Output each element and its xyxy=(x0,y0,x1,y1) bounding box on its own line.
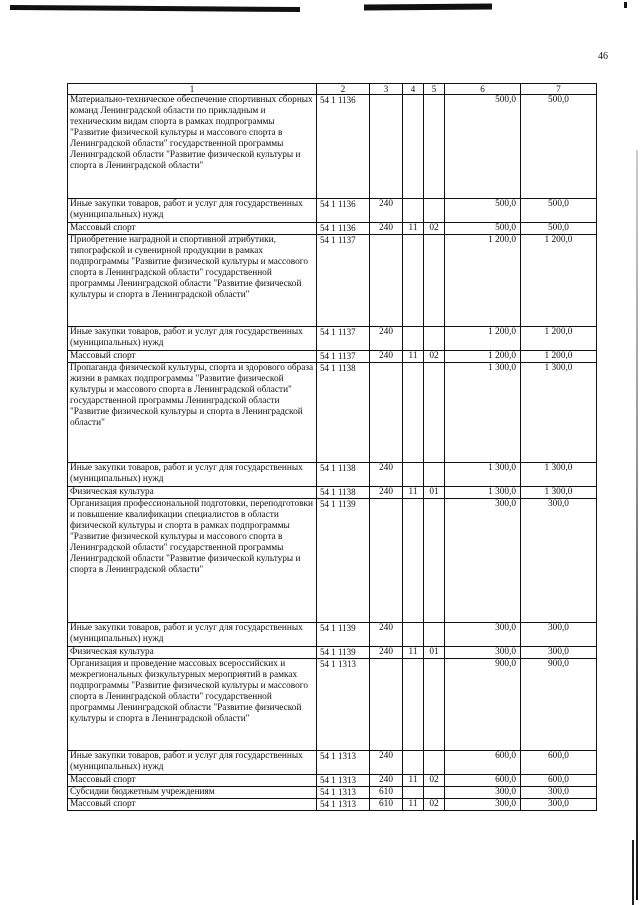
table-row xyxy=(68,327,597,351)
table-row xyxy=(68,351,597,363)
row-sum-cell: 500,0 xyxy=(521,95,597,199)
row-name-cell: Иные закупки товаров, работ и услуг для государственных (муниципальных) нужд xyxy=(68,623,317,647)
row-subsection-cell xyxy=(424,751,445,775)
row-name-cell: Субсидии бюджетным учреждениям xyxy=(68,787,317,799)
row-section-cell: 11 xyxy=(403,647,424,659)
row-code-cell: 54 1 1136 xyxy=(317,199,370,223)
scan-artifact-top xyxy=(0,0,640,24)
row-sum-cell: 1 300,0 xyxy=(445,463,521,487)
row-section-cell: 11 xyxy=(403,223,424,235)
row-name-cell: Массовый спорт xyxy=(68,775,317,787)
row-sum-cell: 300,0 xyxy=(445,799,521,811)
budget-table xyxy=(67,83,597,811)
row-code-cell: 54 1 1313 xyxy=(317,659,370,751)
row-sum-cell: 600,0 xyxy=(521,775,597,787)
row-section-cell: 11 xyxy=(403,487,424,499)
table-row xyxy=(68,775,597,787)
row-code-cell: 54 1 1138 xyxy=(317,463,370,487)
row-sum-cell: 900,0 xyxy=(445,659,521,751)
row-sum-cell: 300,0 xyxy=(445,647,521,659)
row-sum-cell: 1 200,0 xyxy=(521,351,597,363)
row-type-cell: 240 xyxy=(370,351,403,363)
row-sum-cell: 300,0 xyxy=(521,787,597,799)
row-subsection-cell: 02 xyxy=(424,775,445,787)
row-section-cell xyxy=(403,327,424,351)
table-row xyxy=(68,647,597,659)
table-row xyxy=(68,799,597,811)
row-subsection-cell: 01 xyxy=(424,487,445,499)
header-cell: 3 xyxy=(370,84,403,95)
row-name-cell: Организация и проведение массовых всероссийских и межрегиональных физкультурных мероприятий в рамках подпрограммы "Развитие физической культуры и массового спорта в Ленинградской области" государственной программы Ленинградской области "Развитие физической культуры и спорта в Ленинградской области" xyxy=(68,659,317,751)
row-code-cell: 54 1 1137 xyxy=(317,351,370,363)
table-row xyxy=(68,787,597,799)
scan-bar xyxy=(364,3,492,10)
row-section-cell xyxy=(403,751,424,775)
row-sum-cell: 500,0 xyxy=(445,95,521,199)
row-name-cell: Иные закупки товаров, работ и услуг для государственных (муниципальных) нужд xyxy=(68,751,317,775)
table-row xyxy=(68,235,597,327)
row-type-cell: 610 xyxy=(370,799,403,811)
table-header-row xyxy=(68,84,597,95)
row-name-cell: Иные закупки товаров, работ и услуг для государственных (муниципальных) нужд xyxy=(68,199,317,223)
row-code-cell: 54 1 1137 xyxy=(317,235,370,327)
row-type-cell: 240 xyxy=(370,199,403,223)
table-row xyxy=(68,363,597,463)
row-name-cell: Физическая культура xyxy=(68,487,317,499)
header-cell: 1 xyxy=(68,84,317,95)
row-name-cell: Иные закупки товаров, работ и услуг для государственных (муниципальных) нужд xyxy=(68,327,317,351)
row-sum-cell: 1 300,0 xyxy=(445,363,521,463)
row-code-cell: 54 1 1313 xyxy=(317,775,370,787)
row-subsection-cell xyxy=(424,235,445,327)
row-type-cell xyxy=(370,95,403,199)
header-cell: 4 xyxy=(403,84,424,95)
row-subsection-cell xyxy=(424,787,445,799)
row-name-cell: Организация профессиональной подготовки, переподготовки и повышение квалификации специалистов в области физической культуры и спорта в рамках подпрограммы "Развитие физической культуры и массового спорта в Ленинградской области" государственной программы Ленинградской области "Развитие физической культуры и спорта в Ленинградской области" xyxy=(68,499,317,623)
table-row xyxy=(68,623,597,647)
row-subsection-cell: 02 xyxy=(424,799,445,811)
row-type-cell xyxy=(370,659,403,751)
header-cell: 6 xyxy=(445,84,521,95)
table-row xyxy=(68,487,597,499)
header-cell: 7 xyxy=(521,84,597,95)
row-sum-cell: 300,0 xyxy=(521,623,597,647)
row-sum-cell: 1 200,0 xyxy=(445,351,521,363)
row-section-cell xyxy=(403,499,424,623)
table-row xyxy=(68,659,597,751)
row-type-cell: 240 xyxy=(370,751,403,775)
row-subsection-cell xyxy=(424,199,445,223)
table-row xyxy=(68,463,597,487)
row-sum-cell: 500,0 xyxy=(521,199,597,223)
row-sum-cell: 300,0 xyxy=(445,623,521,647)
page-number: 46 xyxy=(598,51,608,62)
row-type-cell xyxy=(370,235,403,327)
row-code-cell: 54 1 1313 xyxy=(317,751,370,775)
row-type-cell xyxy=(370,499,403,623)
header-cell: 5 xyxy=(424,84,445,95)
row-sum-cell: 300,0 xyxy=(445,499,521,623)
row-code-cell: 54 1 1138 xyxy=(317,363,370,463)
row-code-cell: 54 1 1137 xyxy=(317,327,370,351)
row-name-cell: Массовый спорт xyxy=(68,223,317,235)
row-sum-cell: 300,0 xyxy=(521,499,597,623)
scan-bar xyxy=(10,5,300,12)
row-subsection-cell: 01 xyxy=(424,647,445,659)
row-sum-cell: 1 200,0 xyxy=(445,327,521,351)
row-name-cell: Массовый спорт xyxy=(68,351,317,363)
table-row xyxy=(68,95,597,199)
scan-bar xyxy=(624,2,627,8)
row-name-cell: Приобретение наградной и спортивной атрибутики, типографской и сувенирной продукции в рамках подпрограммы "Развитие физической культуры и массового спорта в Ленинградской области" государственной программы Ленинградской области "Развитие физической культуры и спорта в Ленинградской области" xyxy=(68,235,317,327)
row-section-cell xyxy=(403,95,424,199)
row-sum-cell: 1 200,0 xyxy=(445,235,521,327)
row-code-cell: 54 1 1138 xyxy=(317,487,370,499)
row-subsection-cell xyxy=(424,95,445,199)
row-name-cell: Массовый спорт xyxy=(68,799,317,811)
row-code-cell: 54 1 1313 xyxy=(317,787,370,799)
row-name-cell: Физическая культура xyxy=(68,647,317,659)
table-body xyxy=(68,95,597,811)
row-name-cell: Иные закупки товаров, работ и услуг для государственных (муниципальных) нужд xyxy=(68,463,317,487)
row-sum-cell: 1 300,0 xyxy=(521,487,597,499)
row-section-cell xyxy=(403,363,424,463)
row-type-cell: 240 xyxy=(370,647,403,659)
row-section-cell xyxy=(403,623,424,647)
row-type-cell: 240 xyxy=(370,623,403,647)
row-section-cell xyxy=(403,659,424,751)
table-row xyxy=(68,223,597,235)
row-subsection-cell: 02 xyxy=(424,223,445,235)
row-section-cell: 11 xyxy=(403,775,424,787)
row-sum-cell: 500,0 xyxy=(521,223,597,235)
row-section-cell xyxy=(403,463,424,487)
row-sum-cell: 300,0 xyxy=(521,799,597,811)
row-sum-cell: 1 300,0 xyxy=(445,487,521,499)
row-sum-cell: 600,0 xyxy=(521,751,597,775)
row-sum-cell: 500,0 xyxy=(445,199,521,223)
row-code-cell: 54 1 1139 xyxy=(317,647,370,659)
row-sum-cell: 900,0 xyxy=(521,659,597,751)
row-sum-cell: 1 200,0 xyxy=(521,327,597,351)
row-sum-cell: 600,0 xyxy=(445,775,521,787)
table-row xyxy=(68,499,597,623)
row-subsection-cell xyxy=(424,499,445,623)
row-section-cell: 11 xyxy=(403,799,424,811)
scan-edge xyxy=(636,150,638,900)
row-type-cell: 240 xyxy=(370,327,403,351)
row-subsection-cell xyxy=(424,327,445,351)
row-sum-cell: 300,0 xyxy=(521,647,597,659)
row-section-cell xyxy=(403,787,424,799)
row-code-cell: 54 1 1136 xyxy=(317,95,370,199)
row-section-cell: 11 xyxy=(403,351,424,363)
row-sum-cell: 1 300,0 xyxy=(521,363,597,463)
row-type-cell xyxy=(370,363,403,463)
row-type-cell: 240 xyxy=(370,463,403,487)
row-name-cell: Пропаганда физической культуры, спорта и здорового образа жизни в рамках подпрограммы "Развитие физической культуры и массового спорта в Ленинградской области" государственной программы Ленинградской области "Развитие физической культуры и спорта в Ленинградской области" xyxy=(68,363,317,463)
row-subsection-cell xyxy=(424,659,445,751)
header-cell: 2 xyxy=(317,84,370,95)
row-code-cell: 54 1 1313 xyxy=(317,799,370,811)
table-row xyxy=(68,199,597,223)
row-subsection-cell xyxy=(424,363,445,463)
row-subsection-cell xyxy=(424,623,445,647)
scan-edge xyxy=(632,840,634,905)
row-sum-cell: 600,0 xyxy=(445,751,521,775)
row-code-cell: 54 1 1136 xyxy=(317,223,370,235)
row-type-cell: 610 xyxy=(370,787,403,799)
row-type-cell: 240 xyxy=(370,223,403,235)
row-type-cell: 240 xyxy=(370,487,403,499)
row-code-cell: 54 1 1139 xyxy=(317,499,370,623)
row-section-cell xyxy=(403,235,424,327)
row-subsection-cell xyxy=(424,463,445,487)
row-section-cell xyxy=(403,199,424,223)
row-sum-cell: 1 200,0 xyxy=(521,235,597,327)
row-name-cell: Материально-техническое обеспечение спортивных сборных команд Ленинградской области по прикладным и техническим видам спорта в рамках подпрограммы "Развитие физической культуры и массового спорта в Ленинградской области" государственной программы Ленинградской области "Развитие физической культуры и спорта в Ленинградской области" xyxy=(68,95,317,199)
row-sum-cell: 500,0 xyxy=(445,223,521,235)
row-type-cell: 240 xyxy=(370,775,403,787)
row-sum-cell: 300,0 xyxy=(445,787,521,799)
row-code-cell: 54 1 1139 xyxy=(317,623,370,647)
row-sum-cell: 1 300,0 xyxy=(521,463,597,487)
row-subsection-cell: 02 xyxy=(424,351,445,363)
table-row xyxy=(68,751,597,775)
